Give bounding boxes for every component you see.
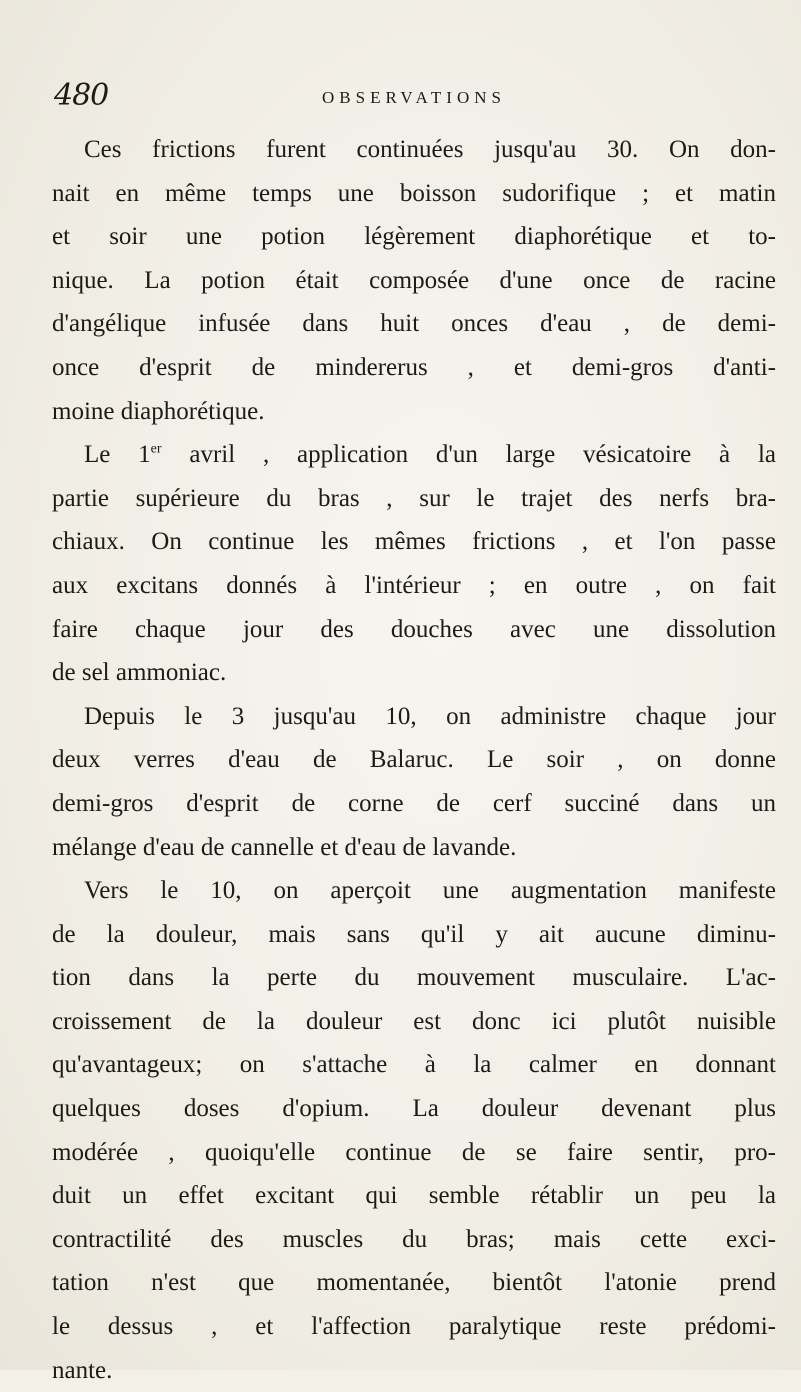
text-line: deux verres d'eau de Balaruc. Le soir , on donne [52, 746, 776, 774]
text-line: le dessus , et l'affection paralytique reste prédomi- [52, 1313, 776, 1341]
text-line: tion dans la perte du mouvement musculaire. L'ac- [52, 964, 776, 992]
text-line: chiaux. On continue les mêmes frictions , et l'on passe [52, 528, 776, 556]
text-line: contractilité des muscles du bras; mais cette exci- [52, 1225, 776, 1253]
text-line: modérée , quoiqu'elle continue de se faire sentir, pro- [52, 1138, 776, 1166]
page-header [54, 78, 774, 118]
text-line: tation n'est que momentanée, bientôt l'atonie prend [52, 1269, 776, 1297]
text-line: d'angélique infusée dans huit onces d'eau , de demi- [52, 310, 776, 338]
text-line: once d'esprit de mindererus , et demi-gros d'anti- [52, 353, 776, 381]
text-line: mélange d'eau de cannelle et d'eau de lavande. [52, 833, 517, 861]
text-line: Vers le 10, on aperçoit une augmentation manifeste [84, 877, 776, 905]
text-line: quelques doses d'opium. La douleur devenant plus [52, 1095, 776, 1123]
text-fragment: avril , application d'un large vésicatoire à la [161, 441, 776, 469]
text-line-with-superscript [52, 433, 776, 477]
text-line: moine diaphorétique. [52, 397, 265, 425]
text-line: nante. [52, 1356, 113, 1384]
superscript: er [150, 441, 162, 457]
text-line: de la douleur, mais sans qu'il y ait aucune diminu- [52, 920, 776, 948]
text-line: aux excitans donnés à l'intérieur ; en outre , on fait [52, 571, 776, 599]
text-line: faire chaque jour des douches avec une dissolution [52, 615, 776, 643]
text-line: et soir une potion légèrement diaphorétique et to- [52, 223, 776, 251]
text-line: Depuis le 3 jusqu'au 10, on administre chaque jour [84, 702, 776, 730]
text-line: nait en même temps une boisson sudorifique ; et matin [52, 179, 776, 207]
text-line: Ces frictions furent continuées jusqu'au 30. On don- [84, 136, 776, 163]
text-line: croissement de la douleur est donc ici plutôt nuisible [52, 1007, 776, 1035]
text-line: demi-gros d'esprit de corne de cerf succiné dans un [52, 789, 776, 817]
text-line: qu'avantageux; on s'attache à la calmer en donnant [52, 1051, 776, 1079]
text-line: de sel ammoniac. [52, 659, 227, 687]
text-fragment: Le 1 [84, 441, 151, 469]
text-line: nique. La potion était composée d'une once de racine [52, 266, 776, 294]
text-line: duit un effet excitant qui semble rétablir un peu la [52, 1182, 776, 1210]
text-line: partie supérieure du bras , sur le trajet des nerfs bra- [52, 484, 776, 512]
running-head: OBSERVATIONS [322, 88, 506, 107]
body-text [52, 128, 776, 1392]
page-number: 480 [54, 78, 109, 113]
